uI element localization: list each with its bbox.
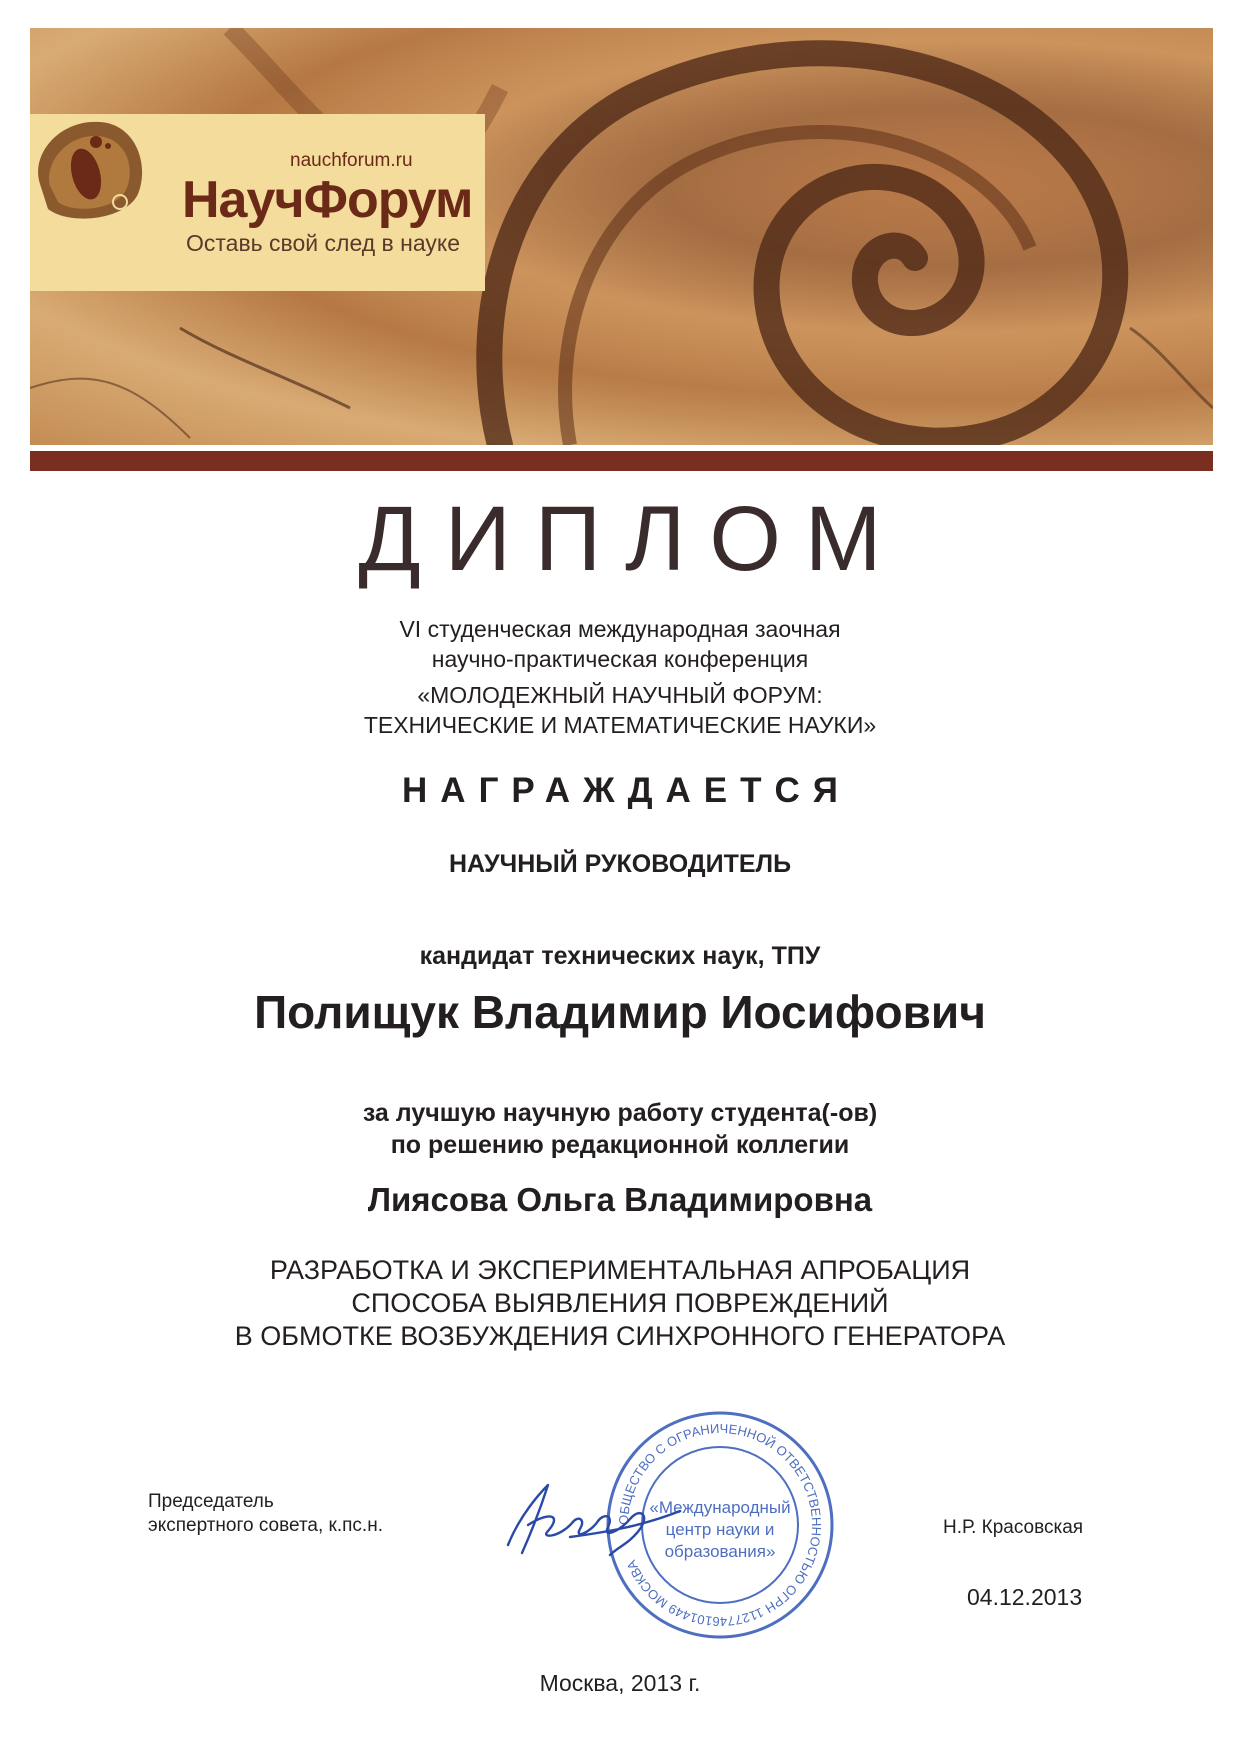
- city-year: Москва, 2013 г.: [539, 1670, 701, 1696]
- chair-title-line-2: экспертного совета, к.пс.н.: [148, 1515, 383, 1536]
- student-name: Лиясова Ольга Владимировна: [367, 1181, 873, 1218]
- recipient-role: НАУЧНЫЙ РУКОВОДИТЕЛЬ: [448, 850, 792, 878]
- logo-slogan: Оставь свой след в науке: [186, 230, 461, 256]
- chair-title-line-1: Председатель: [148, 1491, 274, 1512]
- awarded-heading: НАГРАЖДАЕТСЯ: [402, 771, 851, 810]
- conference-name-line-1: «МОЛОДЕЖНЫЙ НАУЧНЫЙ ФОРУМ:: [417, 682, 823, 708]
- logo: [30, 114, 485, 291]
- award-reason-line-2: по решению редакционной коллегии: [390, 1131, 850, 1159]
- work-title: [0, 1254, 1240, 1353]
- footprint-stone-icon: [30, 114, 150, 224]
- signer-name: Н.Р. Красовская: [943, 1517, 1084, 1538]
- stamp-ring-text: ОБЩЕСТВО С ОГРАНИЧЕННОЙ ОТВЕТСТВЕННОСТЬЮ ОГРН 1127746101449 МОСКВА: [615, 1420, 825, 1630]
- award-reason-line-1: за лучшую научную работу студента(-ов): [362, 1099, 878, 1127]
- logo-url: nauchforum.ru: [290, 150, 413, 171]
- header-banner: [30, 28, 1213, 445]
- logo-name: НаучФорум: [182, 171, 473, 229]
- work-title-line-2: СПОСОБА ВЫЯВЛЕНИЯ ПОВРЕЖДЕНИЙ: [351, 1288, 889, 1318]
- header-divider: [30, 451, 1213, 471]
- diploma-title: ДИПЛОМ: [358, 488, 906, 590]
- conference-name: [0, 680, 1240, 740]
- conference-description: [0, 614, 1240, 674]
- conference-line-1: VI студенческая международная заочная: [399, 616, 841, 642]
- issue-date: 04.12.2013: [967, 1584, 1083, 1610]
- work-title-line-3: В ОБМОТКЕ ВОЗБУЖДЕНИЯ СИНХРОННОГО ГЕНЕРАТОРА: [234, 1321, 1006, 1351]
- conference-name-line-2: ТЕХНИЧЕСКИЕ И МАТЕМАТИЧЕСКИЕ НАУКИ»: [363, 712, 877, 738]
- chair-title: [148, 1490, 383, 1538]
- stamp-line-2: центр науки и: [665, 1520, 775, 1539]
- recipient-name: Полищук Владимир Иосифович: [254, 986, 986, 1038]
- conference-line-2: научно-практическая конференция: [431, 646, 809, 672]
- award-reason: [0, 1097, 1240, 1161]
- recipient-degree: кандидат технических наук, ТПУ: [419, 942, 821, 970]
- work-title-line-1: РАЗРАБОТКА И ЭКСПЕРИМЕНТАЛЬНАЯ АПРОБАЦИЯ: [269, 1255, 971, 1285]
- handwritten-signature: [500, 1475, 690, 1565]
- stamp-line-1: «Международный: [649, 1498, 791, 1517]
- stamp-line-3: образования»: [664, 1542, 776, 1561]
